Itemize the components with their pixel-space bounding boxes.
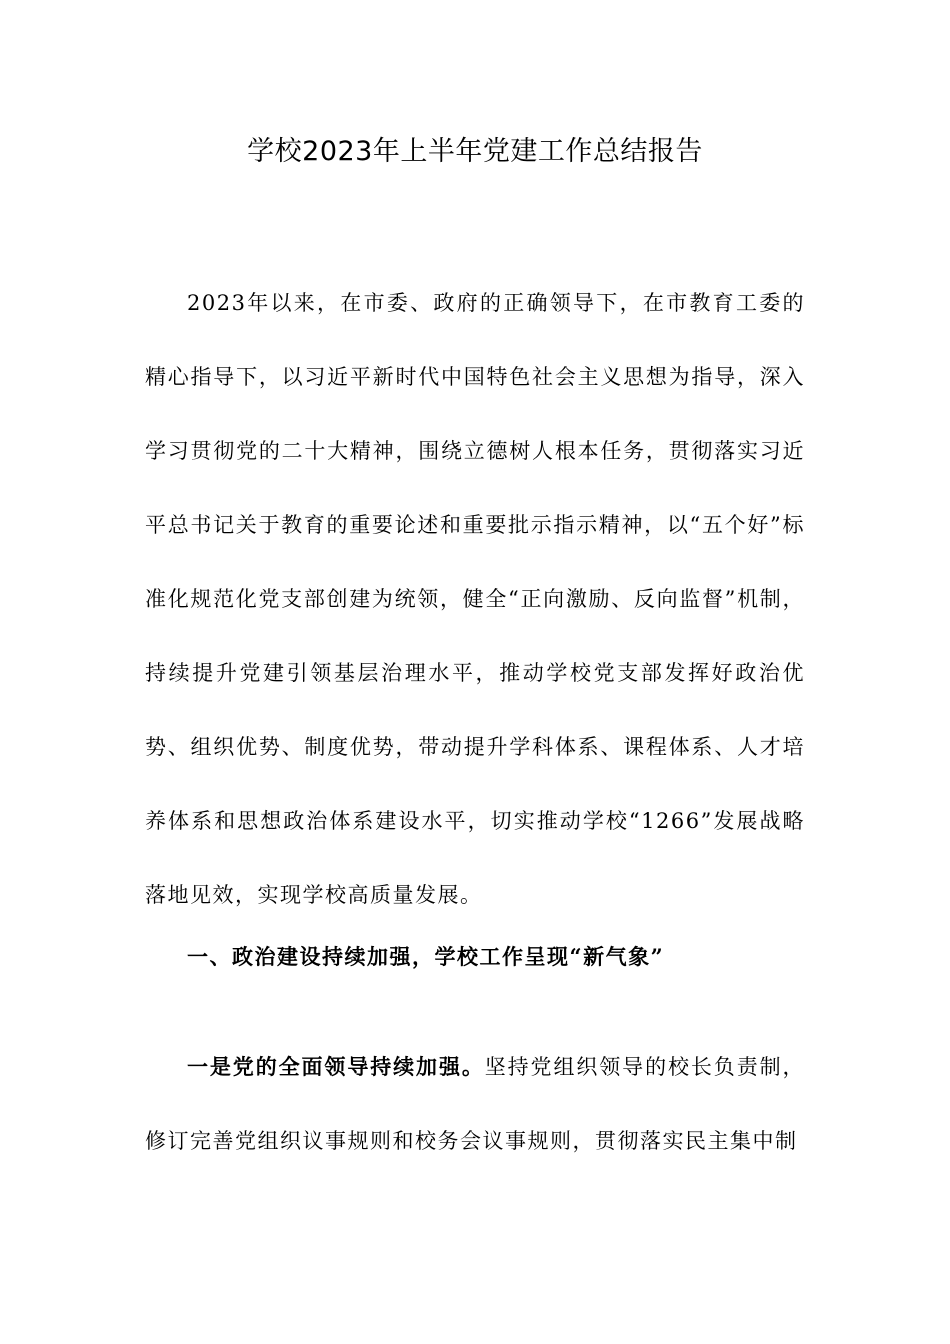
intro-paragraph: 2023年以来，在市委、政府的正确领导下，在市教育工委的精心指导下，以习近平新时代中国特色社会主义思想为指导，深入学习贯彻党的二十大精神，围绕立德树人根本任务，贯彻落实习近平总书记关于教育的重要论述和重要批示指示精神，以“五个好”标准化规范化党支部创建为统领，健全“正向激励、反向监督”机制，持续提升党建引领基层治理水平，推动学校党支部发挥好政治优势、组织优势、制度优势，带动提升学科体系、课程体系、人才培养体系和思想政治体系建设水平，切实推动学校“1266”发展战略落地见效，实现学校高质量发展。 (145, 291, 805, 907)
section-heading-1: 一、政治建设持续加强，学校工作呈现“新气象” (187, 944, 665, 969)
paragraph-2 (145, 1030, 805, 1178)
paragraph-2-lead: 一是党的全面领导持续加强。 (187, 1054, 485, 1079)
document-title: 学校2023年上半年党建工作总结报告 (247, 136, 703, 167)
paragraph-2-text: 坚持党组织领导的校长负责制，修订完善党组织议事规则和校务会议事规则，贯彻落实民主集中制 (145, 1055, 805, 1153)
